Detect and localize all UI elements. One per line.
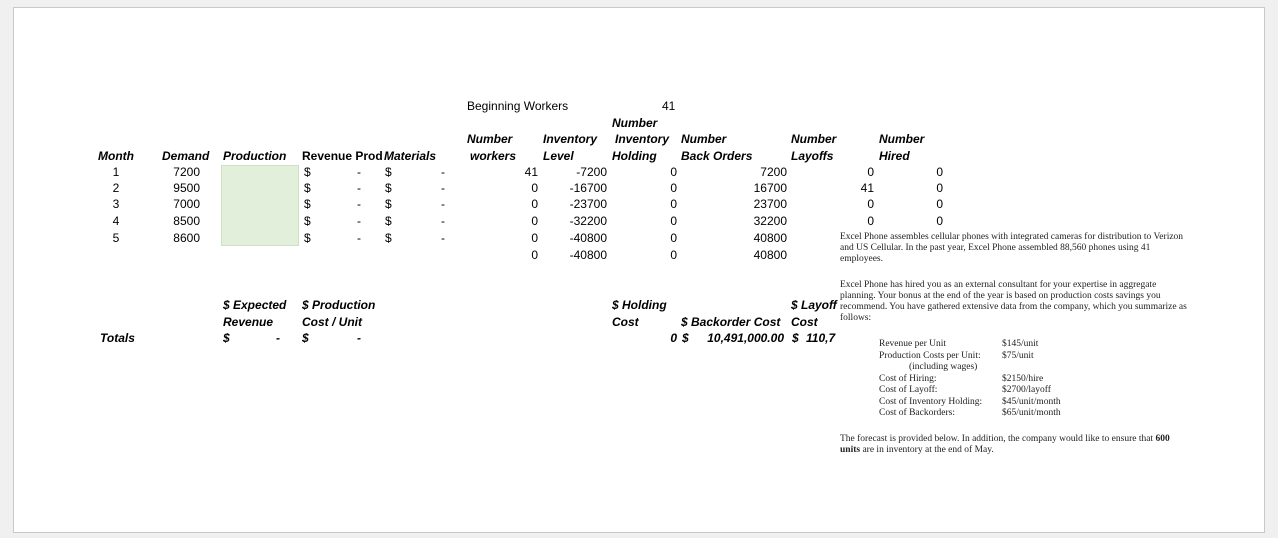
demand-cell[interactable]: 7200: [173, 165, 200, 179]
production-cost-value[interactable]: -: [357, 331, 361, 345]
header-revenue-prod: Revenue Prod: [302, 149, 383, 163]
materials-value[interactable]: -: [441, 231, 445, 245]
layoff-cost-value[interactable]: 110,7: [806, 331, 836, 345]
cost-label: Revenue per Unit: [879, 339, 947, 349]
materials-value[interactable]: -: [441, 181, 445, 195]
month-cell[interactable]: 2: [112, 181, 120, 195]
revenue-value[interactable]: -: [357, 181, 361, 195]
header-demand: Demand: [162, 149, 210, 163]
month-cell[interactable]: 5: [112, 231, 120, 245]
holding-cell[interactable]: 0: [670, 197, 677, 211]
header-inventory-level-1: Inventory: [543, 132, 598, 146]
header-inventory-level-2: Level: [543, 149, 574, 163]
workers-cell[interactable]: 0: [531, 248, 538, 262]
workers-cell[interactable]: 0: [531, 197, 538, 211]
cost-label: Cost of Inventory Holding:: [879, 396, 983, 407]
inventory-cell[interactable]: -7200: [576, 165, 607, 179]
materials-sign: $: [385, 197, 392, 211]
workers-cell[interactable]: 0: [531, 231, 538, 245]
backorder-cost-header: $ Backorder Cost: [681, 315, 781, 329]
revenue-sign: $: [304, 197, 311, 211]
header-number-workers-1: Number: [467, 132, 513, 146]
case-consultant-paragraph: Excel Phone has hired you as an external consultant for your expertise in aggregate planning. Your bonus at the end of the year is based on production costs savings you recommend. You have gathered extensive data from the company, which you summarize as follows:: [840, 280, 1187, 323]
inventory-cell[interactable]: -23700: [569, 197, 607, 211]
layoffs-cell[interactable]: 41: [860, 181, 874, 195]
inventory-cell[interactable]: -40800: [569, 248, 607, 262]
cost-label: Cost of Hiring:: [879, 373, 937, 384]
holding-cell[interactable]: 0: [670, 165, 677, 179]
cost-row: [879, 362, 1079, 374]
cost-table: [879, 339, 1079, 420]
revenue-value[interactable]: -: [357, 197, 361, 211]
expected-revenue-sign: $: [223, 331, 230, 345]
hired-cell[interactable]: 0: [936, 165, 943, 179]
revenue-sign: $: [304, 214, 311, 228]
cost-value: $65/unit/month: [1002, 408, 1061, 418]
materials-sign: $: [385, 231, 392, 245]
production-cost-header-2: Cost / Unit: [302, 315, 362, 329]
holding-cost-value[interactable]: 0: [670, 331, 677, 345]
cost-row: [879, 351, 1079, 363]
backorders-cell[interactable]: 32200: [753, 214, 787, 228]
header-layoffs-2: Layoffs: [791, 149, 834, 163]
backorders-cell[interactable]: 16700: [753, 181, 787, 195]
inventory-cell[interactable]: -32200: [569, 214, 607, 228]
demand-cell[interactable]: 7000: [173, 197, 200, 211]
layoff-cost-header-2: Cost: [791, 315, 818, 329]
cost-value: $145/unit: [1002, 339, 1039, 349]
materials-sign: $: [385, 214, 392, 228]
header-number-workers-2: workers: [470, 149, 517, 163]
cost-row: [879, 339, 1079, 351]
hired-cell[interactable]: 0: [936, 181, 943, 195]
expected-revenue-header-1: $ Expected: [223, 298, 287, 312]
header-inv-holding-2: Inventory: [615, 132, 670, 146]
totals-label: Totals: [100, 331, 135, 345]
header-materials: Materials: [384, 149, 437, 163]
cost-label: Cost of Backorders:: [879, 408, 955, 418]
demand-cell[interactable]: 9500: [173, 181, 200, 195]
inventory-cell[interactable]: -16700: [569, 181, 607, 195]
cost-value: $45/unit/month: [1002, 396, 1061, 407]
revenue-value[interactable]: -: [357, 165, 361, 179]
header-inv-holding-3: Holding: [612, 149, 657, 163]
spreadsheet-page: [13, 7, 1265, 533]
layoffs-cell[interactable]: 0: [867, 214, 874, 228]
production-cost-header-1: $ Production: [302, 298, 376, 312]
header-layoffs-1: Number: [791, 132, 837, 146]
cost-value: $2700/layoff: [1002, 385, 1051, 395]
cost-label: (including wages): [909, 362, 978, 372]
forecast-units-bold: 600 units: [840, 434, 1170, 455]
workers-cell[interactable]: 41: [524, 165, 538, 179]
backorders-cell[interactable]: 40800: [753, 231, 787, 245]
workers-cell[interactable]: 0: [531, 181, 538, 195]
layoff-sign: $: [792, 331, 799, 345]
materials-sign: $: [385, 181, 392, 195]
workers-cell[interactable]: 0: [531, 214, 538, 228]
header-production: Production: [223, 149, 287, 163]
cost-row: [879, 374, 1079, 386]
header-hired-2: Hired: [879, 149, 910, 163]
layoff-cost-header-1: $ Layoff: [791, 298, 837, 312]
forecast-paragraph: [840, 434, 1187, 456]
cost-label: Cost of Layoff:: [879, 385, 938, 395]
production-cost-sign: $: [302, 331, 309, 345]
backorder-cost-value[interactable]: 10,491,000.00: [707, 331, 784, 345]
revenue-sign: $: [304, 181, 311, 195]
beginning-workers-value[interactable]: 41: [662, 99, 676, 113]
cost-row: [879, 408, 1079, 420]
holding-cell[interactable]: 0: [670, 248, 677, 262]
header-inv-holding-1: Number: [612, 116, 658, 130]
layoffs-cell[interactable]: 0: [867, 197, 874, 211]
holding-cost-header-2: Cost: [612, 315, 639, 329]
production-input-range[interactable]: [221, 165, 299, 246]
cost-value: $75/unit: [1002, 350, 1034, 361]
backorders-cell[interactable]: 40800: [753, 248, 787, 262]
inventory-cell[interactable]: -40800: [569, 231, 607, 245]
beginning-workers-label: Beginning Workers: [467, 99, 569, 113]
materials-value[interactable]: -: [441, 214, 445, 228]
forecast-text-b: are in inventory at the end of May.: [860, 445, 994, 455]
header-hired-1: Number: [879, 132, 925, 146]
expected-revenue-value[interactable]: -: [276, 331, 280, 345]
month-cell[interactable]: 4: [112, 214, 120, 228]
layoffs-cell[interactable]: 0: [867, 165, 874, 179]
cost-value: $2150/hire: [1002, 373, 1044, 384]
revenue-value[interactable]: -: [357, 231, 361, 245]
holding-cell[interactable]: 0: [670, 231, 677, 245]
holding-cell[interactable]: 0: [670, 214, 677, 228]
backorders-cell[interactable]: 23700: [753, 197, 787, 211]
revenue-sign: $: [304, 231, 311, 245]
month-cell[interactable]: 1: [112, 165, 120, 179]
revenue-value[interactable]: -: [357, 214, 361, 228]
case-intro-paragraph: Excel Phone assembles cellular phones with integrated cameras for distribution to Verizon and US Cellular. In the past year, Excel Phone assembled 88,560 phones using 41 employees.: [840, 232, 1184, 264]
cost-label: Production Costs per Unit:: [879, 350, 981, 361]
header-month: Month: [98, 149, 134, 163]
demand-cell[interactable]: 8500: [173, 214, 200, 228]
holding-cell[interactable]: 0: [670, 181, 677, 195]
hired-cell[interactable]: 0: [936, 197, 943, 211]
header-back-orders-1: Number: [681, 132, 727, 146]
header-back-orders-2: Back Orders: [681, 149, 753, 163]
materials-sign: $: [385, 165, 392, 179]
cost-row: [879, 397, 1079, 409]
cost-row: [879, 385, 1079, 397]
hired-cell[interactable]: 0: [936, 214, 943, 228]
backorder-sign: $: [682, 331, 689, 345]
demand-cell[interactable]: 8600: [173, 231, 200, 245]
materials-value[interactable]: -: [441, 165, 445, 179]
backorders-cell[interactable]: 7200: [760, 165, 787, 179]
materials-value[interactable]: -: [441, 197, 445, 211]
holding-cost-header-1: $ Holding: [612, 298, 667, 312]
forecast-text-a: The forecast is provided below. In addition, the company would like to ensure that: [840, 434, 1156, 444]
month-cell[interactable]: 3: [112, 197, 120, 211]
expected-revenue-header-2: Revenue: [223, 315, 274, 329]
revenue-sign: $: [304, 165, 311, 179]
